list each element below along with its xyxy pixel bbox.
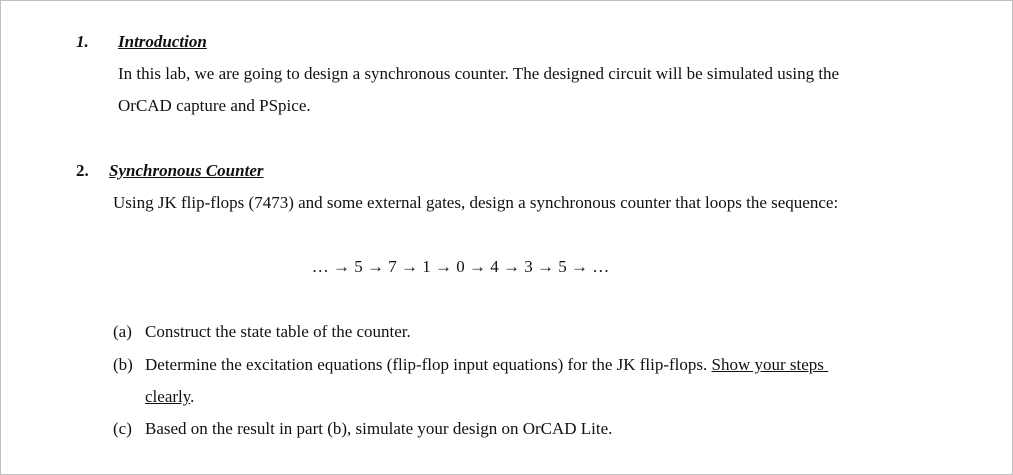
item-b-period: . <box>190 387 195 406</box>
section-1-text-line-1: In this lab, we are going to design a synchronous counter. The designed circuit will be simulated using the <box>118 64 840 83</box>
section-2-number: 2. <box>76 161 89 180</box>
section-1-number: 1. <box>76 32 89 51</box>
section-1-text-line-2: OrCAD capture and PSpice. <box>118 96 311 115</box>
item-b-text: Determine the excitation equations (flip-flop input equations) for the JK flip-flops. <box>145 355 708 374</box>
section-1-title: Introduction <box>118 32 207 51</box>
state-sequence: … → 5 → 7 → 1 → 0 → 4 → 3 → 5 → … <box>311 257 610 276</box>
item-b-label: (b) <box>113 355 133 374</box>
item-b-line-2 <box>145 387 194 407</box>
section-2-title: Synchronous Counter <box>109 161 264 180</box>
item-c-label: (c) <box>113 419 132 438</box>
item-b-emphasis-cont: clearly <box>145 387 191 406</box>
item-b-underline-tail <box>824 355 828 374</box>
item-c-text: Based on the result in part (b), simulate your design on OrCAD Lite. <box>145 419 613 438</box>
item-b-emphasis: Show your steps <box>711 355 824 374</box>
section-2-intro: Using JK flip-flops (7473) and some external gates, design a synchronous counter that loops the sequence: <box>113 193 839 212</box>
sequence-row <box>0 257 1013 277</box>
item-b-line-1 <box>145 355 828 375</box>
item-a-text: Construct the state table of the counter. <box>145 322 411 341</box>
item-a-label: (a) <box>113 322 132 341</box>
